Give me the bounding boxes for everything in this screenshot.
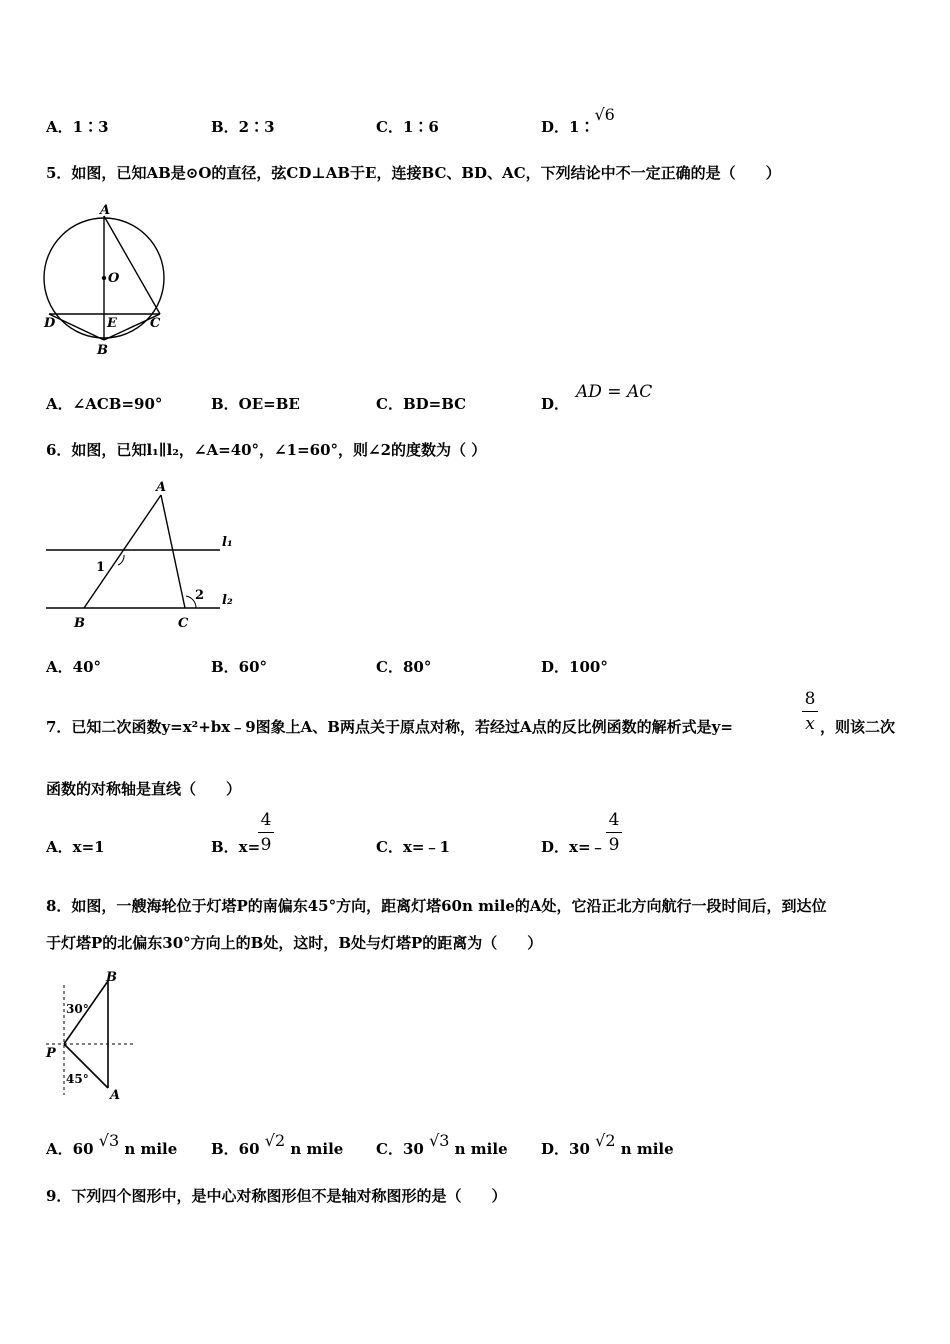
q4-option-a: A．1∶3: [46, 118, 109, 136]
q8-option-a-sqrt: √3: [98, 1131, 120, 1150]
q5-label-a: A: [100, 203, 111, 218]
q8-option-c-suffix: n mile: [454, 1140, 508, 1158]
q5-option-d-expr: AD = AC: [576, 382, 653, 402]
q6-option-d: D．100°: [541, 658, 608, 676]
q7-b-den: 9: [260, 835, 272, 855]
q5-option-c: C．BD=BC: [376, 395, 467, 413]
q8-option-b-sqrt: √2: [264, 1131, 286, 1150]
q5-label-e: E: [107, 316, 117, 331]
q8-lighthouse-figure: [40, 965, 140, 1105]
q7-frac-num: 8: [804, 689, 816, 709]
q8-label-45: 45°: [66, 1072, 89, 1086]
q4-option-d: [541, 105, 615, 137]
q6-label-2: 2: [195, 588, 205, 603]
q6-option-a: A．40°: [46, 658, 102, 676]
q6-option-b: B．60°: [211, 658, 268, 676]
q7-stem-part2: ，则该二次: [820, 718, 896, 736]
q8-option-d-suffix: n mile: [620, 1140, 674, 1158]
q6-label-a: A: [156, 480, 167, 495]
q8-option-b-suffix: n mile: [290, 1140, 344, 1158]
q8-stem-line2: 于灯塔P的北偏东30°方向上的B处，这时，B处与灯塔P的距离为（ ）: [46, 934, 543, 952]
q6-option-c: C．80°: [376, 658, 432, 676]
q4-option-c: C．1∶6: [376, 118, 439, 136]
q8-option-a: [46, 1131, 178, 1159]
q8-option-a-prefix: A．60: [46, 1140, 94, 1158]
q7-stem-part1: 7．已知二次函数y=x²+bx﹣9图象上A、B两点关于原点对称，若经过A点的反比例函数的解析式是y=: [46, 718, 733, 736]
q6-label-l1: l₁: [222, 535, 233, 550]
q6-label-1: 1: [96, 560, 106, 575]
q7-option-c: C．x=﹣1: [376, 838, 450, 856]
q8-option-d-sqrt: √2: [595, 1131, 616, 1150]
q9-stem: 9．下列四个图形中，是中心对称图形但不是轴对称图形的是（ ）: [46, 1187, 507, 1205]
q8-label-30: 30°: [66, 1002, 89, 1016]
q7-frac-den: x: [805, 714, 815, 734]
q8-option-c-prefix: C．30: [376, 1140, 424, 1158]
q5-label-c: C: [150, 316, 161, 331]
q8-label-p: P: [46, 1046, 56, 1061]
q8-option-d: [541, 1131, 674, 1159]
q8-option-b: [211, 1131, 344, 1159]
q5-option-b: B．OE=BE: [211, 395, 300, 413]
q7-option-d: D．x=﹣: [541, 838, 606, 856]
q8-stem-line1: 8．如图，一艘海轮位于灯塔P的南偏东45°方向，距离灯塔60n mile的A处，它沿正北方向航行一段时间后，到达位: [46, 897, 827, 915]
q7-option-b: B．x=: [211, 838, 261, 856]
q8-option-c-sqrt: √3: [429, 1131, 450, 1150]
q4-option-d-label: D．1∶: [541, 118, 595, 136]
q7-b-num: 4: [260, 810, 272, 830]
q5-option-d: D．: [541, 395, 570, 413]
q7-d-den: 9: [608, 835, 620, 855]
q5-label-o: O: [108, 271, 120, 286]
q5-label-b: B: [97, 343, 108, 358]
q7-fraction: [802, 689, 818, 734]
q7-d-num: 4: [608, 810, 620, 830]
q5-option-a: A．∠ACB=90°: [46, 395, 163, 413]
q8-option-a-suffix: n mile: [124, 1140, 178, 1158]
q7-stem-line2: 函数的对称轴是直线（ ）: [46, 780, 242, 798]
q6-label-b: B: [74, 616, 85, 631]
q6-label-l2: l₂: [222, 593, 233, 608]
q8-label-b: B: [106, 970, 117, 985]
q8-option-b-prefix: B．60: [211, 1140, 260, 1158]
q8-option-c: [376, 1131, 508, 1159]
q6-stem: 6．如图，已知l₁∥l₂，∠A=40°，∠1=60°，则∠2的度数为（ ）: [46, 441, 487, 459]
q5-circle-figure: [40, 200, 170, 360]
q6-label-c: C: [178, 616, 189, 631]
q8-option-d-prefix: D．30: [541, 1140, 590, 1158]
q4-option-b: B．2∶3: [211, 118, 275, 136]
q4-option-d-sqrt: √6: [594, 105, 615, 124]
q7-option-a: A．x=1: [46, 838, 105, 856]
q6-parallel-lines-figure: [40, 475, 250, 635]
q5-stem: 5．如图，已知AB是⊙O的直径，弦CD⊥AB于E，连接BC、BD、AC，下列结论中不一定正确的是（ ）: [46, 164, 781, 182]
q8-label-a: A: [110, 1088, 121, 1103]
q5-label-d: D: [44, 316, 56, 331]
q7-option-d-fraction: [606, 810, 622, 855]
q7-option-b-fraction: [258, 810, 274, 855]
